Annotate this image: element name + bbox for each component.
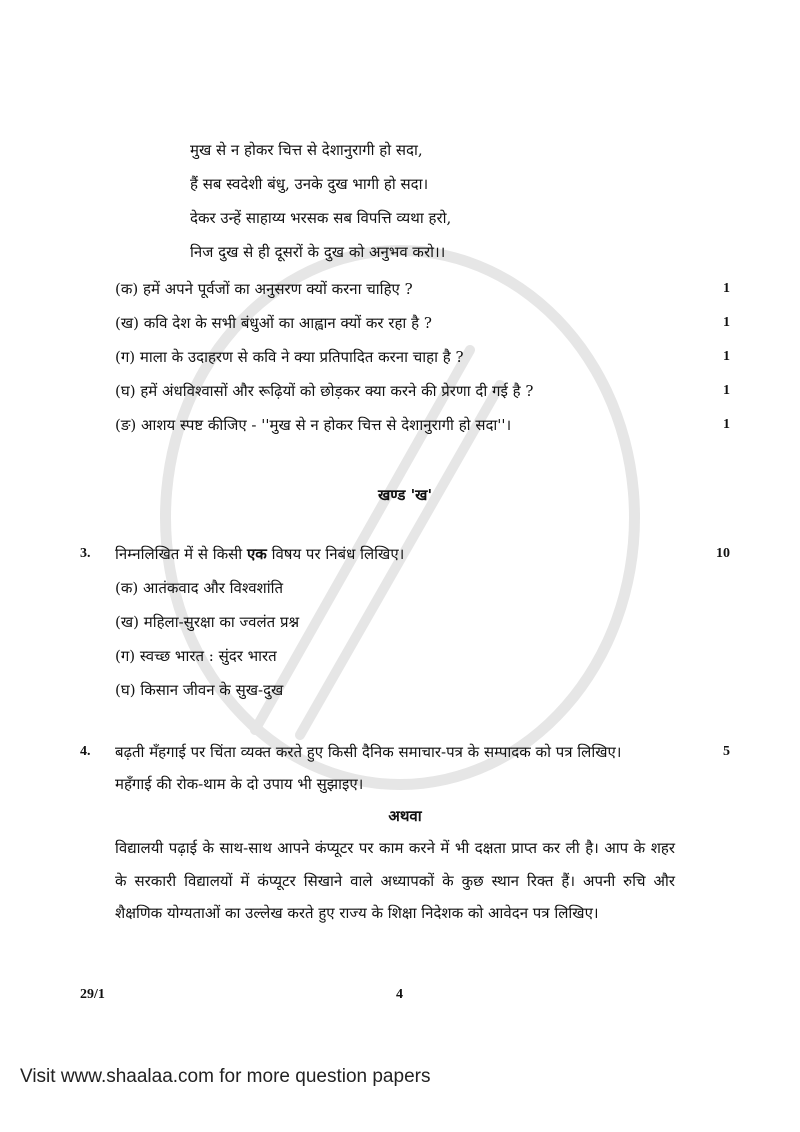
question-item: (क) हमें अपने पूर्वजों का अनुसरण क्यों करना चाहिए ? (115, 280, 413, 298)
marks: 1 (723, 383, 730, 398)
essay-option: (क) आतंकवाद और विश्वशांति (115, 579, 284, 597)
poem-questions (80, 279, 730, 930)
marks: 10 (716, 546, 730, 561)
essay-option: (ख) महिला-सुरक्षा का ज्वलंत प्रश्न (115, 613, 300, 631)
marks: 1 (723, 417, 730, 432)
question-row (80, 736, 730, 800)
text: निम्नलिखित में से किसी (115, 545, 247, 563)
marks: 5 (723, 744, 730, 759)
text: महँगाई की रोक-थाम के दो उपाय भी सुझाइए। (115, 775, 364, 793)
emphasis: एक (246, 545, 267, 563)
paper-code: 29/1 (80, 987, 105, 1002)
question-text (115, 544, 675, 564)
marks: 1 (723, 315, 730, 330)
poem-line: हैं सब स्वदेशी बंधु, उनके दुख भागी हो सदा। (190, 175, 429, 193)
question-row (80, 544, 730, 578)
poem (190, 133, 451, 269)
question-row (80, 347, 730, 381)
shaalaa-link[interactable]: Visit www.shaalaa.com for more question papers (20, 1066, 431, 1087)
or-label: अथवा (388, 807, 422, 825)
marks: 1 (723, 281, 730, 296)
question-item: (ग) माला के उदाहरण से कवि ने क्या प्रतिपादित करना चाहा है ? (115, 348, 464, 366)
question-row (80, 415, 730, 449)
essay-option: (घ) किसान जीवन के सुख-दुख (115, 681, 284, 699)
question-number: 4. (80, 744, 91, 759)
marks: 1 (723, 349, 730, 364)
text: बढ़ती मँहगाई पर चिंता व्यक्त करते हुए किसी दैनिक समाचार-पत्र के सम्पादक को पत्र लिखिए। (115, 743, 622, 761)
section-heading: खण्ड 'ख' (377, 486, 433, 504)
question-row (80, 313, 730, 347)
question-row (80, 279, 730, 313)
text: विषय पर निबंध लिखिए। (266, 545, 405, 563)
question-number: 3. (80, 546, 91, 561)
question-item: (ङ) आशय स्पष्ट कीजिए - ''मुख से न होकर चित्त से देशानुरागी हो सदा''। (115, 416, 512, 434)
question-text (115, 736, 675, 800)
question-row (80, 381, 730, 415)
alternative-question: विद्यालयी पढ़ाई के साथ-साथ आपने कंप्यूटर पर काम करने में भी दक्षता प्राप्त कर ली है। आप के शहर के सरकारी विद्यालयों में कंप्यूटर सिखाने वाले अध्यापकों के कुछ स्थान रिक्त हैं। अपनी रुचि और शैक्षणिक योग्यताओं का उल्लेख करते हुए राज्य के शिक्षा निदेशक को आवेदन पत्र लिखिए। (115, 839, 675, 922)
page-number: 4 (396, 987, 403, 1002)
question-item: (ख) कवि देश के सभी बंधुओं का आह्वान क्यों कर रहा है ? (115, 314, 432, 332)
poem-line: निज दुख से ही दूसरों के दुख को अनुभव करो।। (190, 243, 446, 261)
question-item: (घ) हमें अंधविश्वासों और रूढ़ियों को छोड़कर क्या करने की प्रेरणा दी गई है ? (115, 382, 534, 400)
essay-option: (ग) स्वच्छ भारत : सुंदर भारत (115, 647, 277, 665)
poem-line: मुख से न होकर चित्त से देशानुरागी हो सदा, (190, 141, 423, 159)
poem-line: देकर उन्हें साहाय्य भरसक सब विपत्ति व्यथा हरो, (190, 209, 452, 227)
